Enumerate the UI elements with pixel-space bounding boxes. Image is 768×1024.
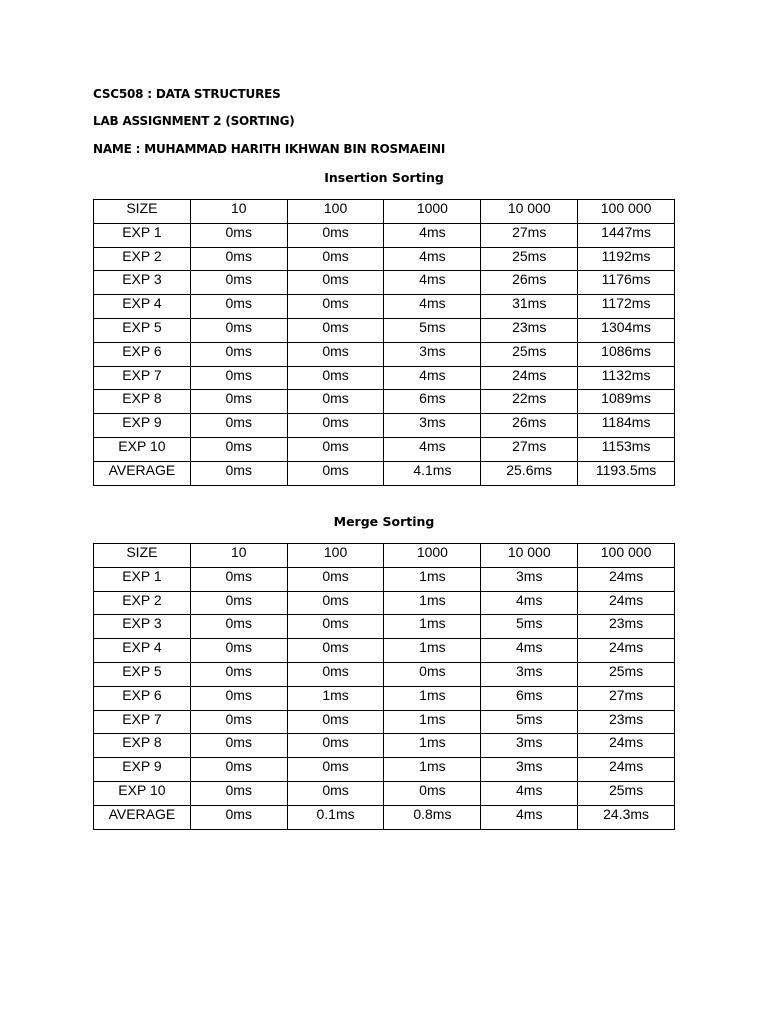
- table-cell: 31ms: [481, 295, 578, 319]
- table-header-cell: 100: [287, 200, 384, 224]
- table-cell: 1ms: [384, 734, 481, 758]
- table-cell: 23ms: [578, 615, 675, 639]
- table-cell: 4ms: [481, 639, 578, 663]
- table-row: [94, 390, 675, 414]
- table-cell: EXP 1: [94, 567, 191, 591]
- table-cell: 0ms: [287, 662, 384, 686]
- table-cell: 0ms: [190, 662, 287, 686]
- table-row: [94, 805, 675, 829]
- table-cell: 4ms: [384, 437, 481, 461]
- table-cell: 0ms: [190, 781, 287, 805]
- table-cell: EXP 6: [94, 686, 191, 710]
- table-row: [94, 223, 675, 247]
- insertion-sorting-title: Insertion Sorting: [324, 170, 444, 185]
- table-cell: AVERAGE: [94, 805, 191, 829]
- table-row: [94, 639, 675, 663]
- table-cell: 24ms: [578, 567, 675, 591]
- table-row: [94, 710, 675, 734]
- table-cell: 0ms: [190, 295, 287, 319]
- table-cell: 1ms: [384, 615, 481, 639]
- table-cell: 0ms: [190, 615, 287, 639]
- table-row: [94, 318, 675, 342]
- table-cell: 4.1ms: [384, 461, 481, 485]
- table-cell: 0ms: [190, 591, 287, 615]
- table-cell: 24ms: [578, 591, 675, 615]
- table-cell: 26ms: [481, 414, 578, 438]
- table-row: [94, 758, 675, 782]
- table-cell: 24ms: [578, 758, 675, 782]
- table-header-row: [94, 200, 675, 224]
- table-cell: 3ms: [481, 758, 578, 782]
- table-cell: 0ms: [287, 710, 384, 734]
- table-cell: 0ms: [190, 342, 287, 366]
- table-row: [94, 366, 675, 390]
- table-cell: 24ms: [578, 734, 675, 758]
- table-cell: EXP 8: [94, 390, 191, 414]
- table-cell: 3ms: [481, 567, 578, 591]
- table-cell: EXP 4: [94, 639, 191, 663]
- table-row: [94, 414, 675, 438]
- table-cell: 0ms: [287, 615, 384, 639]
- table-cell: 0ms: [287, 318, 384, 342]
- table-cell: 0ms: [190, 461, 287, 485]
- table-cell: 4ms: [384, 247, 481, 271]
- table-cell: 23ms: [481, 318, 578, 342]
- table-cell: 1304ms: [578, 318, 675, 342]
- table-cell: 1192ms: [578, 247, 675, 271]
- table-cell: EXP 7: [94, 366, 191, 390]
- table-row: [94, 615, 675, 639]
- table-header-cell: 1000: [384, 544, 481, 568]
- table-cell: 6ms: [384, 390, 481, 414]
- table-cell: EXP 7: [94, 710, 191, 734]
- table-row: [94, 247, 675, 271]
- table-cell: 25ms: [481, 342, 578, 366]
- table-header-cell: SIZE: [94, 544, 191, 568]
- course-title: CSC508 : DATA STRUCTURES: [93, 87, 281, 101]
- table-cell: 0ms: [287, 591, 384, 615]
- table-cell: 0ms: [287, 223, 384, 247]
- table-row: [94, 781, 675, 805]
- table-cell: 3ms: [481, 734, 578, 758]
- table-cell: 0ms: [287, 295, 384, 319]
- table-cell: 22ms: [481, 390, 578, 414]
- table-cell: 26ms: [481, 271, 578, 295]
- table-cell: 0ms: [190, 710, 287, 734]
- table-row: [94, 437, 675, 461]
- table-cell: 0ms: [287, 781, 384, 805]
- table-cell: EXP 9: [94, 758, 191, 782]
- table-cell: 24ms: [481, 366, 578, 390]
- table-cell: 5ms: [384, 318, 481, 342]
- table-header-cell: 10 000: [481, 200, 578, 224]
- table-cell: 0ms: [287, 437, 384, 461]
- table-cell: 0ms: [190, 686, 287, 710]
- table-header-cell: 10: [190, 200, 287, 224]
- table-cell: 25.6ms: [481, 461, 578, 485]
- table-cell: 25ms: [578, 662, 675, 686]
- table-cell: 4ms: [384, 366, 481, 390]
- table-cell: 0ms: [287, 461, 384, 485]
- table-cell: EXP 4: [94, 295, 191, 319]
- table-cell: 1172ms: [578, 295, 675, 319]
- table-cell: 0ms: [287, 734, 384, 758]
- table-header-row: [94, 544, 675, 568]
- table-cell: 1ms: [384, 686, 481, 710]
- table-cell: EXP 3: [94, 271, 191, 295]
- table-cell: 1184ms: [578, 414, 675, 438]
- table-row: [94, 342, 675, 366]
- table-cell: 3ms: [384, 414, 481, 438]
- table-cell: 27ms: [578, 686, 675, 710]
- table-cell: 0ms: [190, 437, 287, 461]
- table-cell: 1ms: [287, 686, 384, 710]
- table-cell: 3ms: [384, 342, 481, 366]
- table-cell: AVERAGE: [94, 461, 191, 485]
- table-cell: 0ms: [190, 639, 287, 663]
- table-cell: 1132ms: [578, 366, 675, 390]
- merge-sorting-table: [93, 543, 675, 830]
- table-cell: 1ms: [384, 758, 481, 782]
- table-cell: 4ms: [384, 223, 481, 247]
- table-cell: 25ms: [578, 781, 675, 805]
- table-cell: 0ms: [287, 639, 384, 663]
- table-cell: 0ms: [190, 758, 287, 782]
- table-cell: EXP 5: [94, 662, 191, 686]
- table-cell: 1447ms: [578, 223, 675, 247]
- table-cell: 27ms: [481, 437, 578, 461]
- table-cell: 0ms: [287, 271, 384, 295]
- table-header-cell: SIZE: [94, 200, 191, 224]
- table-cell: 1ms: [384, 639, 481, 663]
- table-cell: 0ms: [287, 247, 384, 271]
- table-cell: 5ms: [481, 710, 578, 734]
- table-cell: 23ms: [578, 710, 675, 734]
- insertion-sorting-table: [93, 199, 675, 486]
- table-row: [94, 662, 675, 686]
- table-cell: 0ms: [287, 366, 384, 390]
- table-header-cell: 10: [190, 544, 287, 568]
- table-cell: 24.3ms: [578, 805, 675, 829]
- table-header-cell: 10 000: [481, 544, 578, 568]
- table-cell: 3ms: [481, 662, 578, 686]
- table-cell: EXP 2: [94, 247, 191, 271]
- table-cell: 27ms: [481, 223, 578, 247]
- table-cell: 0.1ms: [287, 805, 384, 829]
- table-cell: 1089ms: [578, 390, 675, 414]
- table-header-cell: 100 000: [578, 200, 675, 224]
- table-cell: 1193.5ms: [578, 461, 675, 485]
- table-cell: 24ms: [578, 639, 675, 663]
- table-cell: 1ms: [384, 591, 481, 615]
- table-header-cell: 100 000: [578, 544, 675, 568]
- table-cell: 0ms: [190, 247, 287, 271]
- table-cell: EXP 6: [94, 342, 191, 366]
- table-cell: EXP 10: [94, 437, 191, 461]
- table-cell: EXP 3: [94, 615, 191, 639]
- table-header-cell: 1000: [384, 200, 481, 224]
- table-cell: 0ms: [287, 390, 384, 414]
- table-cell: 1153ms: [578, 437, 675, 461]
- table-row: [94, 686, 675, 710]
- table-cell: 0ms: [190, 567, 287, 591]
- table-cell: 0ms: [287, 414, 384, 438]
- table-cell: 0ms: [190, 271, 287, 295]
- table-cell: 6ms: [481, 686, 578, 710]
- table-row: [94, 271, 675, 295]
- table-cell: 1ms: [384, 710, 481, 734]
- table-cell: 0ms: [190, 223, 287, 247]
- table-cell: 1176ms: [578, 271, 675, 295]
- table-cell: 25ms: [481, 247, 578, 271]
- table-cell: 0ms: [190, 414, 287, 438]
- table-cell: 0ms: [190, 318, 287, 342]
- merge-sorting-title: Merge Sorting: [333, 514, 435, 529]
- table-cell: 4ms: [481, 805, 578, 829]
- table-cell: 1086ms: [578, 342, 675, 366]
- table-cell: 0ms: [384, 662, 481, 686]
- table-row: [94, 567, 675, 591]
- table-cell: EXP 2: [94, 591, 191, 615]
- table-cell: 4ms: [481, 781, 578, 805]
- table-cell: 0ms: [190, 390, 287, 414]
- table-cell: 4ms: [384, 271, 481, 295]
- table-cell: 0ms: [190, 805, 287, 829]
- table-cell: 4ms: [481, 591, 578, 615]
- table-cell: 0ms: [287, 567, 384, 591]
- table-cell: EXP 9: [94, 414, 191, 438]
- table-cell: EXP 5: [94, 318, 191, 342]
- assignment-title: LAB ASSIGNMENT 2 (SORTING): [93, 114, 295, 128]
- table-row: [94, 461, 675, 485]
- table-cell: 4ms: [384, 295, 481, 319]
- table-cell: 0.8ms: [384, 805, 481, 829]
- table-cell: 0ms: [287, 758, 384, 782]
- student-name: NAME : MUHAMMAD HARITH IKHWAN BIN ROSMAEINI: [93, 142, 446, 156]
- table-cell: 0ms: [287, 342, 384, 366]
- table-cell: 1ms: [384, 567, 481, 591]
- table-cell: EXP 1: [94, 223, 191, 247]
- table-row: [94, 591, 675, 615]
- table-cell: 0ms: [190, 366, 287, 390]
- table-header-cell: 100: [287, 544, 384, 568]
- table-cell: EXP 8: [94, 734, 191, 758]
- table-cell: 5ms: [481, 615, 578, 639]
- table-row: [94, 295, 675, 319]
- table-cell: 0ms: [190, 734, 287, 758]
- table-row: [94, 734, 675, 758]
- table-cell: EXP 10: [94, 781, 191, 805]
- table-cell: 0ms: [384, 781, 481, 805]
